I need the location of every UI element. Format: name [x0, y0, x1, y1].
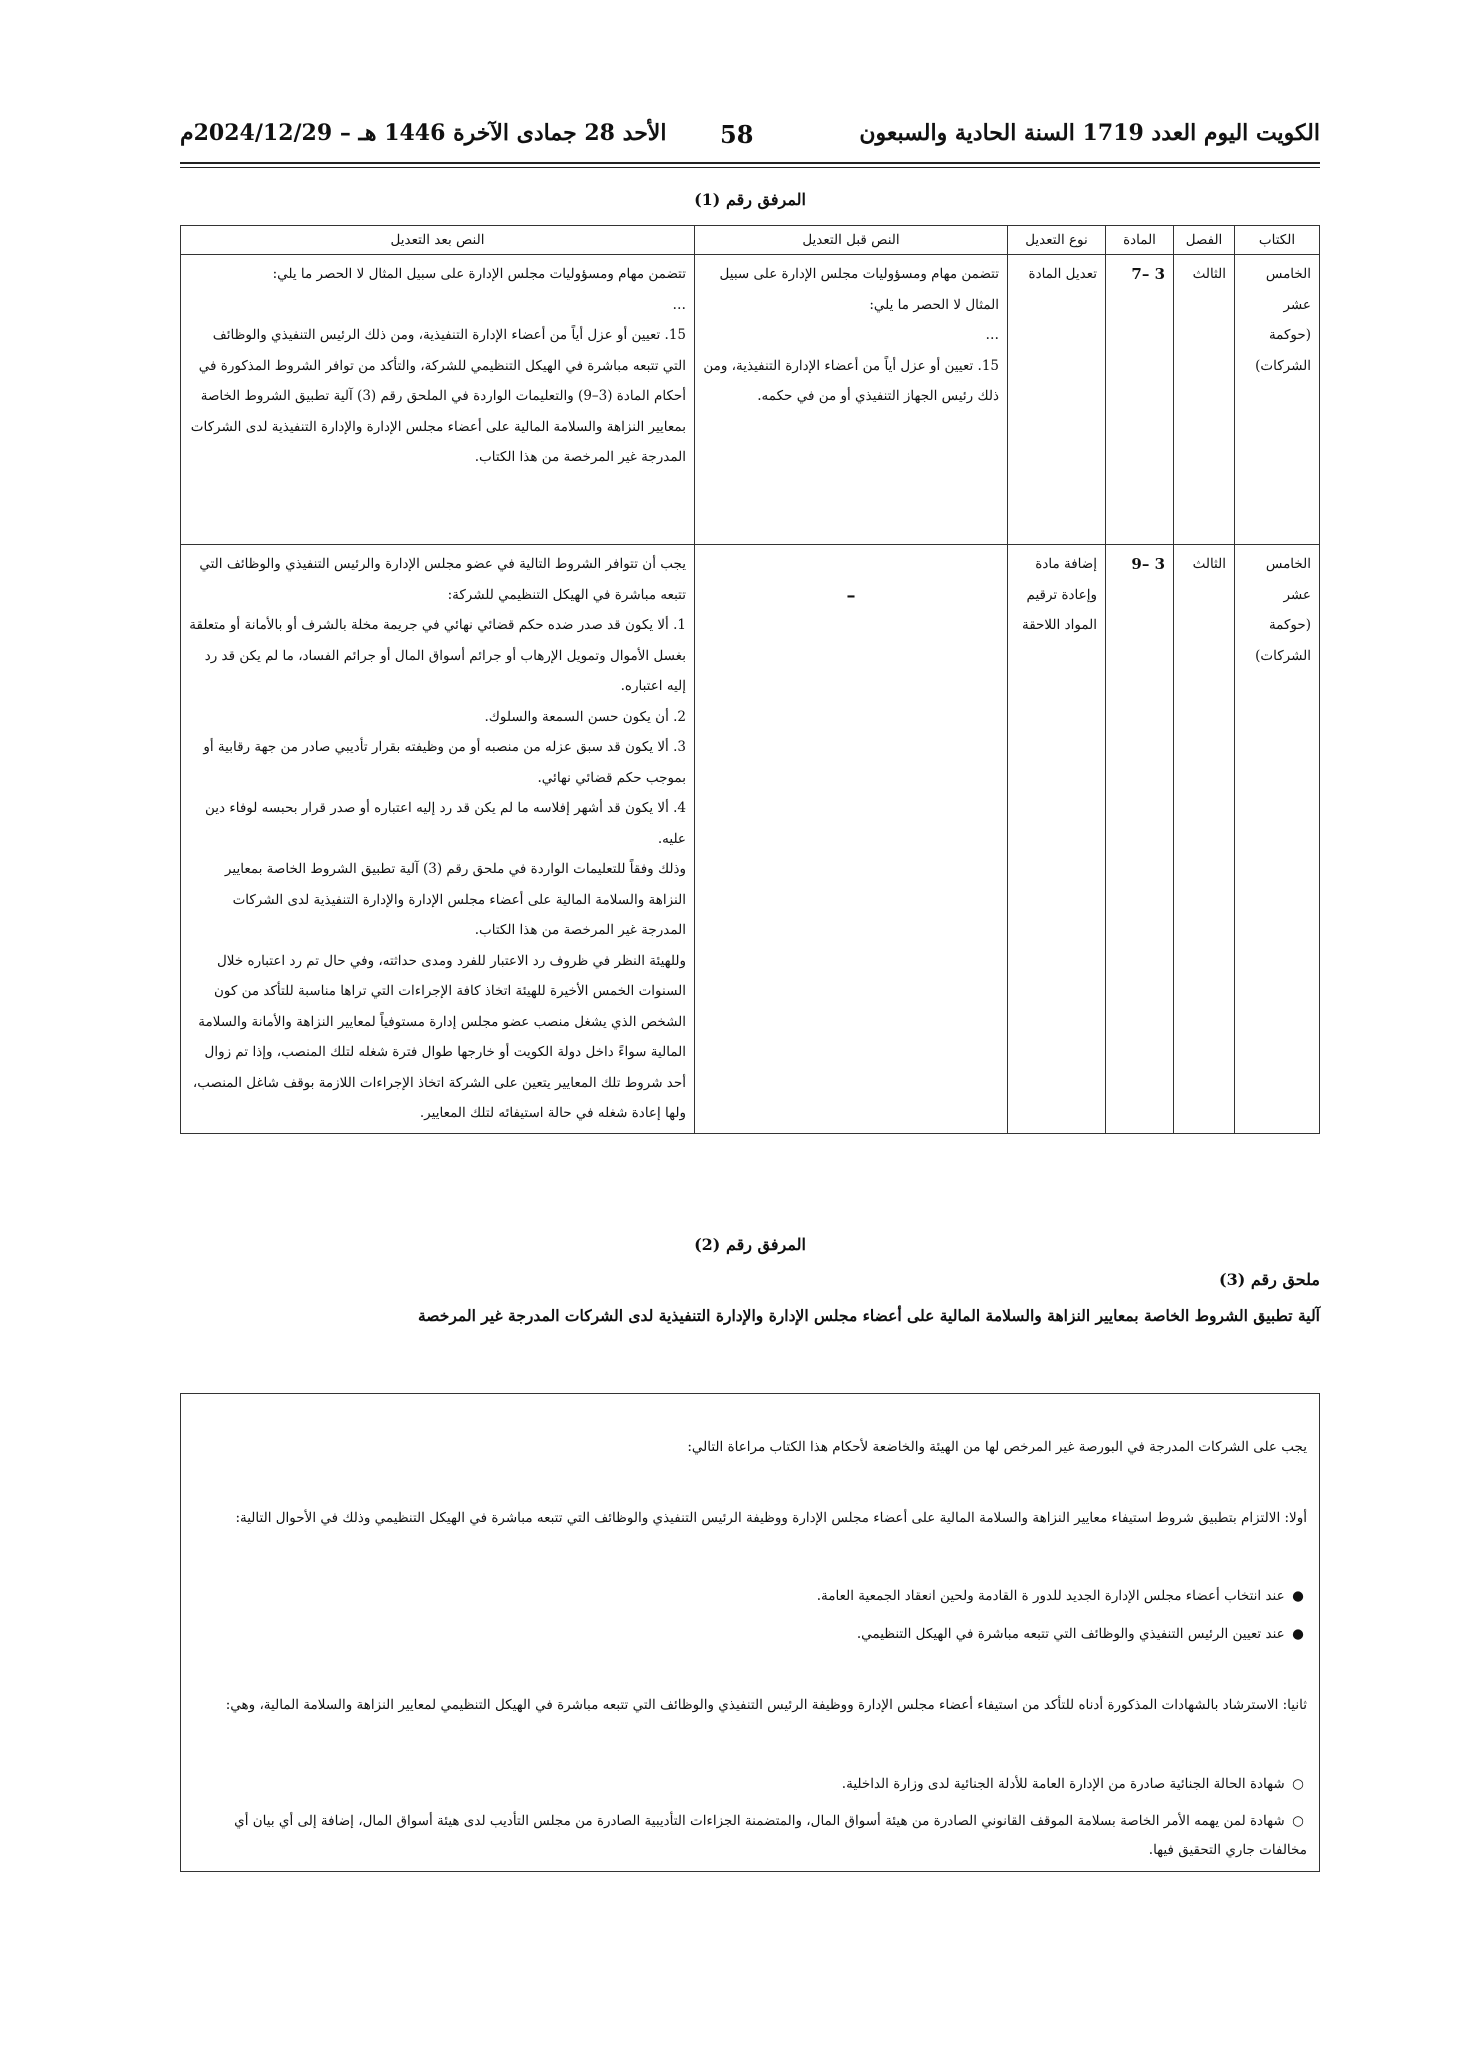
before-ellipsis: … [985, 327, 999, 343]
after-ellipsis: … [672, 296, 686, 313]
list-item-text: عند تعيين الرئيس التنفيذي والوظائف التي تتبعه مباشرة في الهيكل التنظيمي. [856, 1626, 1285, 1642]
list-item-text: شهادة لمن يهمه الأمر الخاصة بسلامة الموقف القانوني الصادرة من هيئة أسواق المال، والمتضمنة الجزاءات التأديبية الصادرة من مجلس التأديب لدى هيئة أسواق المال، إضافة إلى أي بيان أي [234, 1813, 1285, 1829]
header-rule [180, 162, 1320, 164]
cell-text-before-empty: – [695, 545, 1008, 1134]
after-annex-reference: وذلك وفقاً للتعليمات الواردة في ملحق رقم (3) آلية تطبيق الشروط الخاصة بمعايير النزاهة والسلامة المالية على أعضاء مجلس الإدارة والإدارة التنفيذية لدى الشركات المدرجة غير المرخصة من هذا الكتاب. [224, 861, 686, 938]
list-item-continuation: مخالفات جاري التحقيق فيها. [1148, 1842, 1307, 1858]
header-text-after: النص بعد التعديل [181, 226, 695, 255]
header-book: الكتاب [1235, 226, 1320, 255]
page-number: 58 [720, 120, 754, 149]
filled-bullet-icon: ● [1292, 1588, 1304, 1604]
cell-amendment-type: تعديل المادة [1008, 255, 1106, 545]
filled-bullet-icon: ● [1292, 1626, 1304, 1642]
issue-date: الأحد 28 جمادى الآخرة 1446 هـ – 2024/12/29م [180, 120, 667, 146]
cell-text-after [181, 545, 695, 1134]
after-condition-2: 2. أن يكون حسن السمعة والسلوك. [484, 708, 686, 725]
annex-intro: يجب على الشركات المدرجة في البورصة غير المرخص لها من الهيئة والخاضعة لأحكام هذا الكتاب مراعاة التالي: [687, 1439, 1307, 1455]
header-text-before: النص قبل التعديل [695, 226, 1008, 255]
hollow-bullet-icon: ○ [1292, 1813, 1304, 1829]
cell-book: الخامس عشر (حوكمة الشركات) [1235, 545, 1320, 1134]
amendments-table [180, 225, 1320, 1134]
before-paragraph: تتضمن مهام ومسؤوليات مجلس الإدارة على سبيل المثال لا الحصر ما يلي: [719, 266, 999, 313]
cell-article: 3 –9 [1106, 545, 1174, 1134]
after-item-15: 15. تعيين أو عزل أياً من أعضاء الإدارة التنفيذية، ومن ذلك الرئيس التنفيذي والوظائف التي تتبعه مباشرة في الهيكل التنظيمي للشركة، والتأكد من توافر الشروط المذكورة في أحكام المادة (3–9) والتعليمات الواردة في الملحق رقم (3) آلية تطبيق الشروط الخاصة بمعايير النزاهة والسلامة المالية على أعضاء مجلس الإدارة والإدارة التنفيذية لدى الشركات المدرجة غير المرخصة من هذا الكتاب. [190, 327, 686, 465]
header-article: المادة [1106, 226, 1174, 255]
page-header [180, 120, 1320, 156]
annex-first-clause: أولا: الالتزام بتطبيق شروط استيفاء معايير النزاهة والسلامة المالية على أعضاء مجلس الإدارة ووظيفة الرئيس التنفيذي والوظائف التي تتبعه مباشرة في الهيكل التنظيمي وذلك في الأحوال التالية: [235, 1510, 1307, 1526]
attachment-caption-1: المرفق رقم (1) [694, 190, 806, 209]
cell-article: 3 –7 [1106, 255, 1174, 545]
cell-chapter: الثالث [1174, 255, 1235, 545]
header-chapter: الفصل [1174, 226, 1235, 255]
cell-text-after [181, 255, 695, 545]
after-intro: يجب أن تتوافر الشروط التالية في عضو مجلس الإدارة والرئيس التنفيذي والوظائف التي تتبعه مباشرة في الهيكل التنظيمي للشركة: [199, 556, 686, 603]
after-condition-3: 3. ألا يكون قد سبق عزله من منصبه أو من وظيفته بقرار تأديبي صادر من جهة رقابية أو بموجب حكم قضائي نهائي. [203, 739, 686, 786]
table-row [181, 545, 1320, 1134]
after-authority-paragraph: وللهيئة النظر في ظروف رد الاعتبار للفرد ومدى حداثته، وفي حال تم رد اعتباره خلال السنوات الخمس الأخيرة للهيئة اتخاذ كافة الإجراءات التي تراها مناسبة للتأكد من كون الشخص الذي يشغل منصب عضو مجلس إدارة مستوفياً لمعايير النزاهة والأمانة والسلامة المالية سواءً داخل دولة الكويت أو خارجها طوال فترة شغله لتلك المنصب، وإذا تم زوال أحد شروط تلك المعايير يتعين على الشركة اتخاذ الإجراءات اللازمة بوقف شاغل المنصب، ولها إعادة شغله في حالة استيفائه لتلك المعايير. [192, 952, 686, 1121]
table-row [181, 255, 1320, 545]
header-amendment-type: نوع التعديل [1008, 226, 1106, 255]
gazette-issue: الكويت اليوم العدد 1719 السنة الحادية والسبعون [859, 120, 1320, 146]
cell-text-before [695, 255, 1008, 545]
attachment-caption-2: المرفق رقم (2) [694, 1235, 806, 1254]
after-paragraph: تتضمن مهام ومسؤوليات مجلس الإدارة على سبيل المثال لا الحصر ما يلي: [272, 266, 686, 282]
annex-box [180, 1393, 1320, 1872]
list-item-text: عند انتخاب أعضاء مجلس الإدارة الجديد للدور ة القادمة ولحين انعقاد الجمعية العامة. [816, 1588, 1285, 1604]
list-item [193, 1810, 1307, 1832]
list-item [193, 1773, 1307, 1795]
cell-book: الخامس عشر (حوكمة الشركات) [1235, 255, 1320, 545]
annex-title: ملحق رقم (3) [1219, 1270, 1320, 1289]
list-item [193, 1623, 1307, 1645]
after-condition-1: 1. ألا يكون قد صدر ضده حكم قضائي نهائي في جريمة مخلة بالشرف أو بالأمانة أو متعلقة بغسل الأموال وتمويل الإرهاب أو جرائم أسواق المال أو جرائم الفساد، ما لم يكن قد رد إليه اعتباره. [189, 617, 686, 694]
after-condition-4: 4. ألا يكون قد أشهر إفلاسه ما لم يكن قد رد إليه اعتباره أو صدر قرار بحبسه لوفاء دين عليه. [205, 800, 686, 847]
list-item [193, 1585, 1307, 1607]
table-header-row [181, 226, 1320, 255]
cell-chapter: الثالث [1174, 545, 1235, 1134]
annex-second-clause: ثانيا: الاسترشاد بالشهادات المذكورة أدناه للتأكد من استيفاء أعضاء مجلس الإدارة ووظيفة الرئيس التنفيذي والوظائف التي تتبعه مباشرة في الهيكل التنظيمي لمعايير النزاهة والسلامة المالية، وهي: [225, 1697, 1307, 1713]
before-item-15: 15. تعيين أو عزل أياً من أعضاء الإدارة التنفيذية، ومن ذلك رئيس الجهاز التنفيذي أو من في حكمه. [703, 357, 999, 404]
annex-subtitle: آلية تطبيق الشروط الخاصة بمعايير النزاهة والسلامة المالية على أعضاء مجلس الإدارة والإدارة التنفيذية لدى الشركات المدرجة غير المرخصة [418, 1306, 1320, 1325]
list-item-text: شهادة الحالة الجنائية صادرة من الإدارة العامة للأدلة الجنائية لدى وزارة الداخلية. [841, 1776, 1285, 1792]
header-rule-thin [180, 167, 1320, 168]
hollow-bullet-icon: ○ [1292, 1776, 1304, 1792]
cell-amendment-type: إضافة مادة وإعادة ترقيم المواد اللاحقة [1008, 545, 1106, 1134]
